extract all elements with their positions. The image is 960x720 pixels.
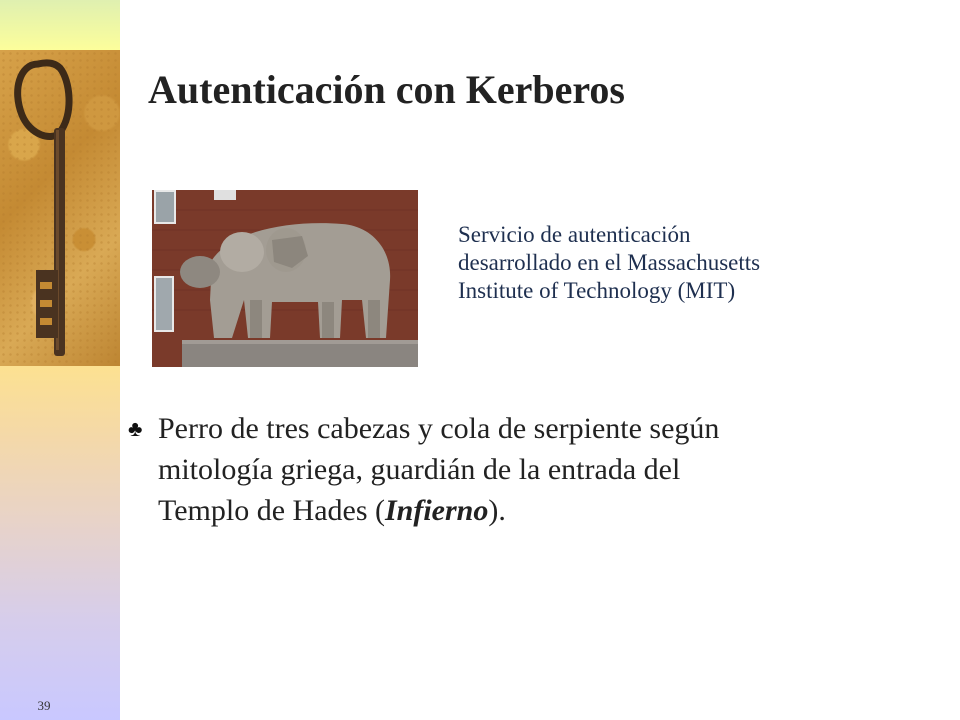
bullet-line-3-end: ).: [488, 494, 506, 527]
bullet-line-3: [158, 490, 719, 531]
bullet-line-1: Perro de tres cabezas y cola de serpiente según: [158, 412, 720, 445]
key-image: [0, 50, 120, 366]
club-bullet-icon: ♣: [128, 416, 143, 441]
photo-caption: [458, 221, 898, 305]
cerberus-statue-photo: [152, 190, 418, 367]
slide-title: Autenticación con Kerberos: [148, 67, 625, 112]
infierno-emphasis: Infierno: [385, 494, 489, 527]
bullet-line-3-start: Templo de Hades (: [158, 494, 385, 527]
key-icon: [0, 50, 120, 366]
caption-line-1: Servicio de autenticación: [458, 222, 691, 247]
bullet-line-2: mitología griega, guardián de la entrada del: [158, 453, 681, 486]
caption-line-2: desarrollado en el Massachusetts: [458, 250, 761, 275]
caption-line-3: Institute of Technology (MIT): [458, 278, 736, 303]
slide-number: 39: [37, 698, 51, 713]
bullet-text: [158, 408, 719, 531]
